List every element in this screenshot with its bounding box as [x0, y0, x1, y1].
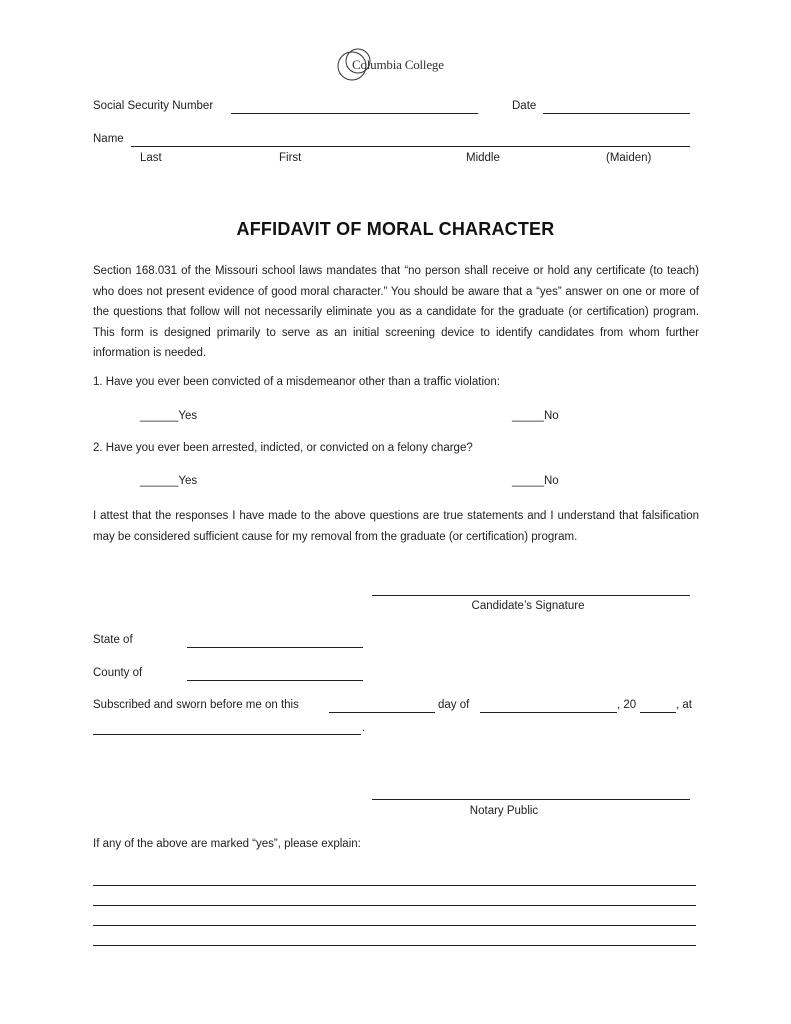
name-label: Name [93, 133, 124, 145]
notary-signature-field[interactable] [372, 799, 690, 800]
ssn-label: Social Security Number [93, 100, 214, 112]
intro-paragraph: Section 168.031 of the Missouri school laws mandates that “no person shall receive or hold any certificate (to teach) who does not present evidence of good moral character.” You should be aware that a “yes” answer on one or more of the questions that follow will not necessarily eliminate you as a candidate for the graduate (or certification) program. This form is designed primarily to serve as an initial screening device to identify candidates from whom further information is needed. [93, 265, 699, 359]
ssn-field[interactable] [231, 113, 478, 114]
name-part-middle: Middle [466, 152, 500, 164]
name-part-last: Last [140, 152, 162, 164]
name-part-first: First [279, 152, 302, 164]
candidate-signature-field[interactable] [372, 595, 690, 596]
columbia-college-logo [336, 44, 466, 84]
subscribed-location-field[interactable] [93, 734, 361, 735]
question-1-text: 1. Have you ever been convicted of a misdemeanor other than a traffic violation: [93, 376, 500, 388]
state-label: State of [93, 634, 133, 646]
question-2-no[interactable]: _____No [512, 475, 559, 487]
subscribed-month-field[interactable] [480, 712, 617, 713]
subscribed-prefix: Subscribed and sworn before me on this [93, 699, 299, 711]
explain-line-4[interactable] [93, 945, 696, 946]
explain-label: If any of the above are marked “yes”, please explain: [93, 838, 361, 850]
logo-text: Columbia College [352, 57, 444, 72]
question-1-no[interactable]: _____No [512, 410, 559, 422]
date-label: Date [512, 100, 537, 112]
county-field[interactable] [187, 680, 363, 681]
date-field[interactable] [543, 113, 690, 114]
attest-paragraph: I attest that the responses I have made to the above questions are true statements and I understand that falsification may be considered sufficient cause for my removal from the graduate (or certification) program. [93, 510, 699, 543]
question-2-yes[interactable]: ______Yes [140, 475, 198, 487]
question-1-yes[interactable]: ______Yes [140, 410, 198, 422]
page-title: AFFIDAVIT OF MORAL CHARACTER [236, 219, 555, 239]
question-2-text: 2. Have you ever been arrested, indicted, or convicted on a felony charge? [93, 442, 473, 454]
subscribed-end: . [362, 722, 366, 734]
name-part-maiden: (Maiden) [606, 152, 652, 164]
name-field[interactable] [131, 146, 690, 147]
explain-line-2[interactable] [93, 905, 696, 906]
candidate-signature-label: Candidate’s Signature [471, 600, 585, 612]
subscribed-year-field[interactable] [640, 712, 676, 713]
explain-line-1[interactable] [93, 885, 696, 886]
state-field[interactable] [187, 647, 363, 648]
subscribed-at: , at [676, 699, 692, 711]
subscribed-day-field[interactable] [329, 712, 435, 713]
subscribed-year-prefix: , 20 [617, 699, 637, 711]
explain-line-3[interactable] [93, 925, 696, 926]
subscribed-day-of: day of [438, 699, 470, 711]
county-label: County of [93, 667, 143, 679]
notary-label: Notary Public [469, 805, 539, 817]
